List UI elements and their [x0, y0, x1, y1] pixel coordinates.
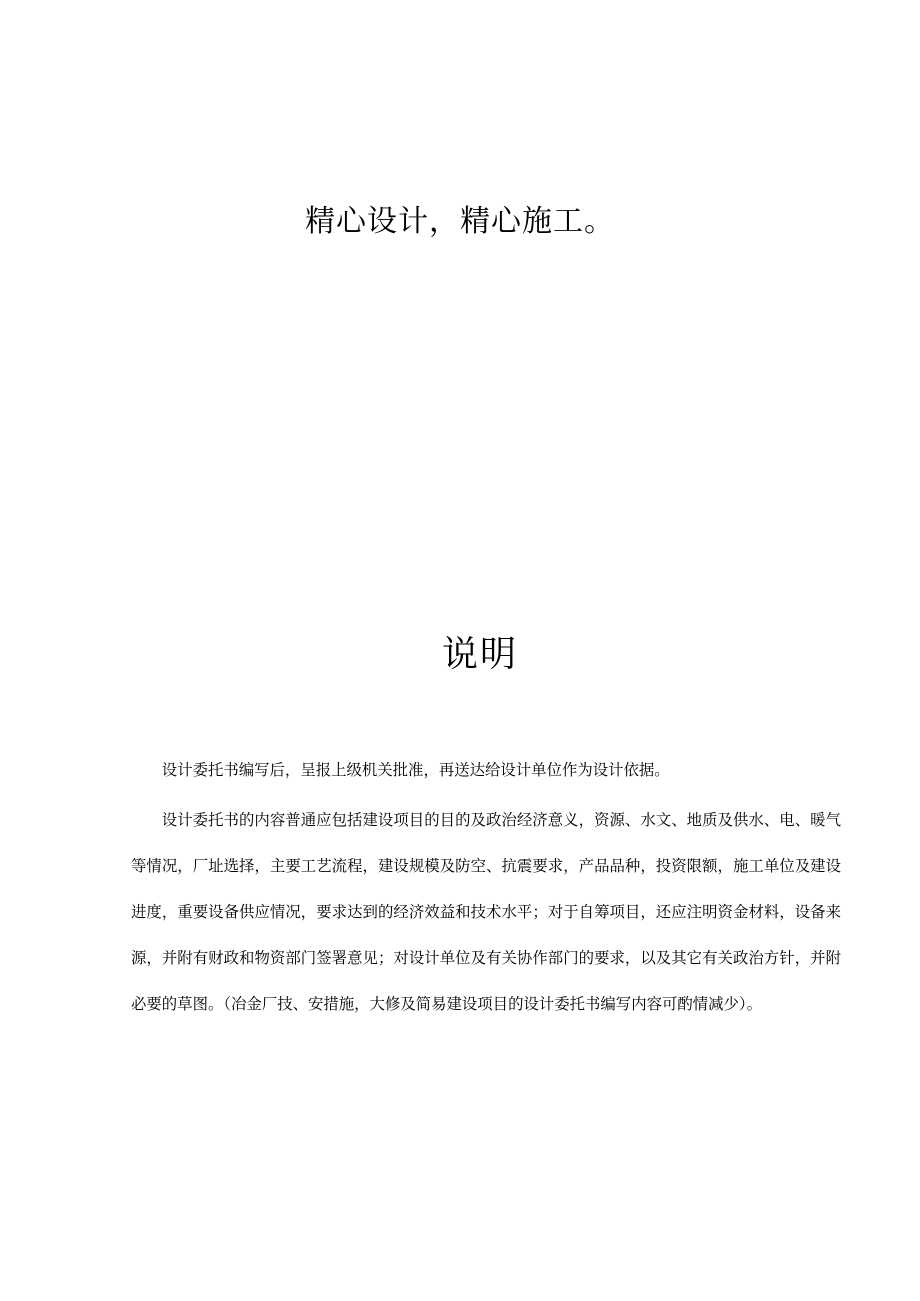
paragraph-1: 设计委托书编写后，呈报上级机关批准，再送达给设计单位作为设计依据。	[161, 761, 670, 779]
body-text	[131, 754, 841, 1027]
paragraph-2: 设计委托书的内容普通应包括建设项目的目的及政治经济意义，资源、水文、地质及供水、电、暖气等情况，厂址选择，主要工艺流程，建设规模及防空、抗震要求，产品品种，投资限额，施工单位及建设进度，重要设备供应情况，要求达到的经济效益和技术水平；对于自筹项目，还应注明资金材料，设备来源，并附有财政和物资部门签署意见；对设计单位及有关协作部门的要求，以及其它有关政治方针，并附必要的草图。（冶金厂技、安措施，大修及简易建设项目的设计委托书编写内容可酌情减少）。	[131, 811, 841, 1013]
section-heading: 说明	[441, 634, 518, 675]
slogan-text: 精心设计，精心施工。	[305, 204, 615, 239]
